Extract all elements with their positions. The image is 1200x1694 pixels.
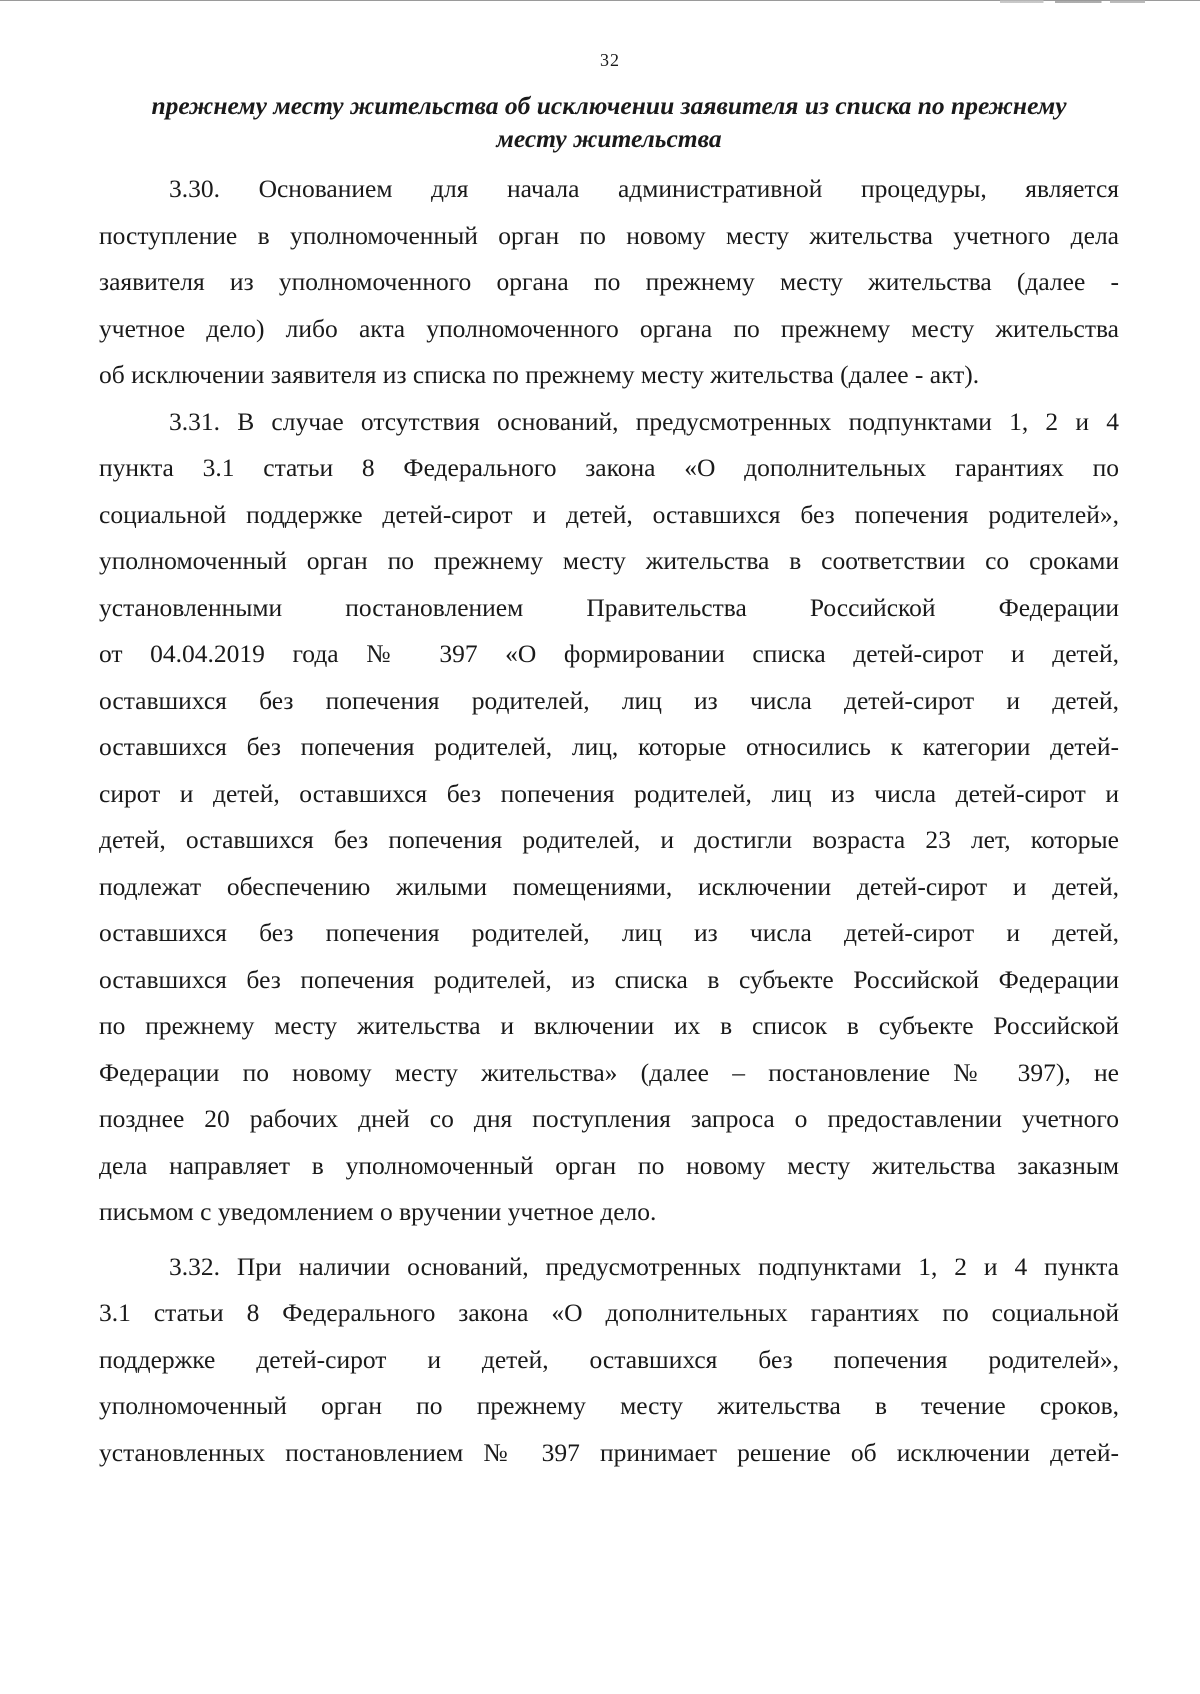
text-line: оставшихся без попечения родителей, лиц, которые относились к категории детей- (99, 732, 1119, 761)
text-line: позднее 20 рабочих дней со дня поступления запроса о предоставлении учетного (99, 1104, 1119, 1133)
text-line: письмом с уведомлением о вручении учетное дело. (99, 1197, 657, 1226)
text-line: установленными постановлением Правительства Российской Федерации (99, 592, 1119, 622)
paragraph-3-30 (99, 166, 1119, 399)
text-line: заявителя из уполномоченного органа по прежнему месту жительства (далее - (99, 267, 1119, 296)
text-line: сирот и детей, оставшихся без попечения родителей, лиц из числа детей-сирот и (99, 778, 1119, 808)
text-line: дела направляет в уполномоченный орган по новому месту жительства заказным (99, 1150, 1119, 1180)
text-line: 3.1 статьи 8 Федерального закона «О дополнительных гарантиях по социальной (99, 1298, 1119, 1327)
document-body (99, 166, 1119, 1476)
text-line: оставшихся без попечения родителей, из списка в субъекте Российской Федерации (99, 964, 1119, 994)
text-line: поступление в уполномоченный орган по новому месту жительства учетного дела (99, 220, 1119, 250)
text-line: 3.31. В случае отсутствия оснований, предусмотренных подпунктами 1, 2 и 4 (169, 406, 1119, 436)
text-line: поддержке детей-сирот и детей, оставшихся без попечения родителей», (99, 1344, 1119, 1374)
text-line: 3.30. Основанием для начала административной процедуры, является (169, 174, 1119, 203)
paragraph-3-31 (99, 399, 1119, 1236)
text-line: об исключении заявителя из списка по прежнему месту жительства (далее - акт). (99, 360, 980, 389)
text-line: оставшихся без попечения родителей, лиц из числа детей-сирот и детей, (99, 918, 1119, 947)
scan-artifact (1000, 0, 1145, 3)
text-line: социальной поддержке детей-сирот и детей, оставшихся без попечения родителей», (99, 499, 1119, 529)
text-line: по прежнему месту жительства и включении их в список в субъекте Российской (99, 1011, 1119, 1040)
text-line: от 04.04.2019 года № 397 «О формировании списка детей-сирот и детей, (99, 639, 1119, 668)
text-line: детей, оставшихся без попечения родителей, и достигли возраста 23 лет, которые (99, 825, 1119, 854)
text-line: оставшихся без попечения родителей, лиц из числа детей-сирот и детей, (99, 685, 1119, 715)
text-line: Федерации по новому месту жительства» (далее – постановление № 397), не (99, 1057, 1119, 1087)
text-line: уполномоченный орган по прежнему месту жительства в течение сроков, (99, 1391, 1119, 1420)
section-heading (100, 89, 1118, 155)
text-line: подлежат обеспечению жилыми помещениями, исключении детей-сирот и детей, (99, 871, 1119, 901)
text-line: уполномоченный орган по прежнему месту жительства в соответствии со сроками (99, 546, 1119, 575)
text-line: пункта 3.1 статьи 8 Федерального закона «О дополнительных гарантиях по (99, 453, 1119, 482)
heading-line: прежнему месту жительства об исключении заявителя из списка по прежнему (151, 91, 1067, 120)
page-number: 32 (600, 50, 620, 70)
paragraph-3-32 (99, 1244, 1119, 1477)
text-line: 3.32. При наличии оснований, предусмотренных подпунктами 1, 2 и 4 пункта (169, 1251, 1119, 1281)
heading-line: месту жительства (496, 124, 722, 153)
text-line: установленных постановлением № 397 принимает решение об исключении детей- (99, 1437, 1119, 1467)
text-line: учетное дело) либо акта уполномоченного органа по прежнему месту жительства (99, 313, 1119, 343)
